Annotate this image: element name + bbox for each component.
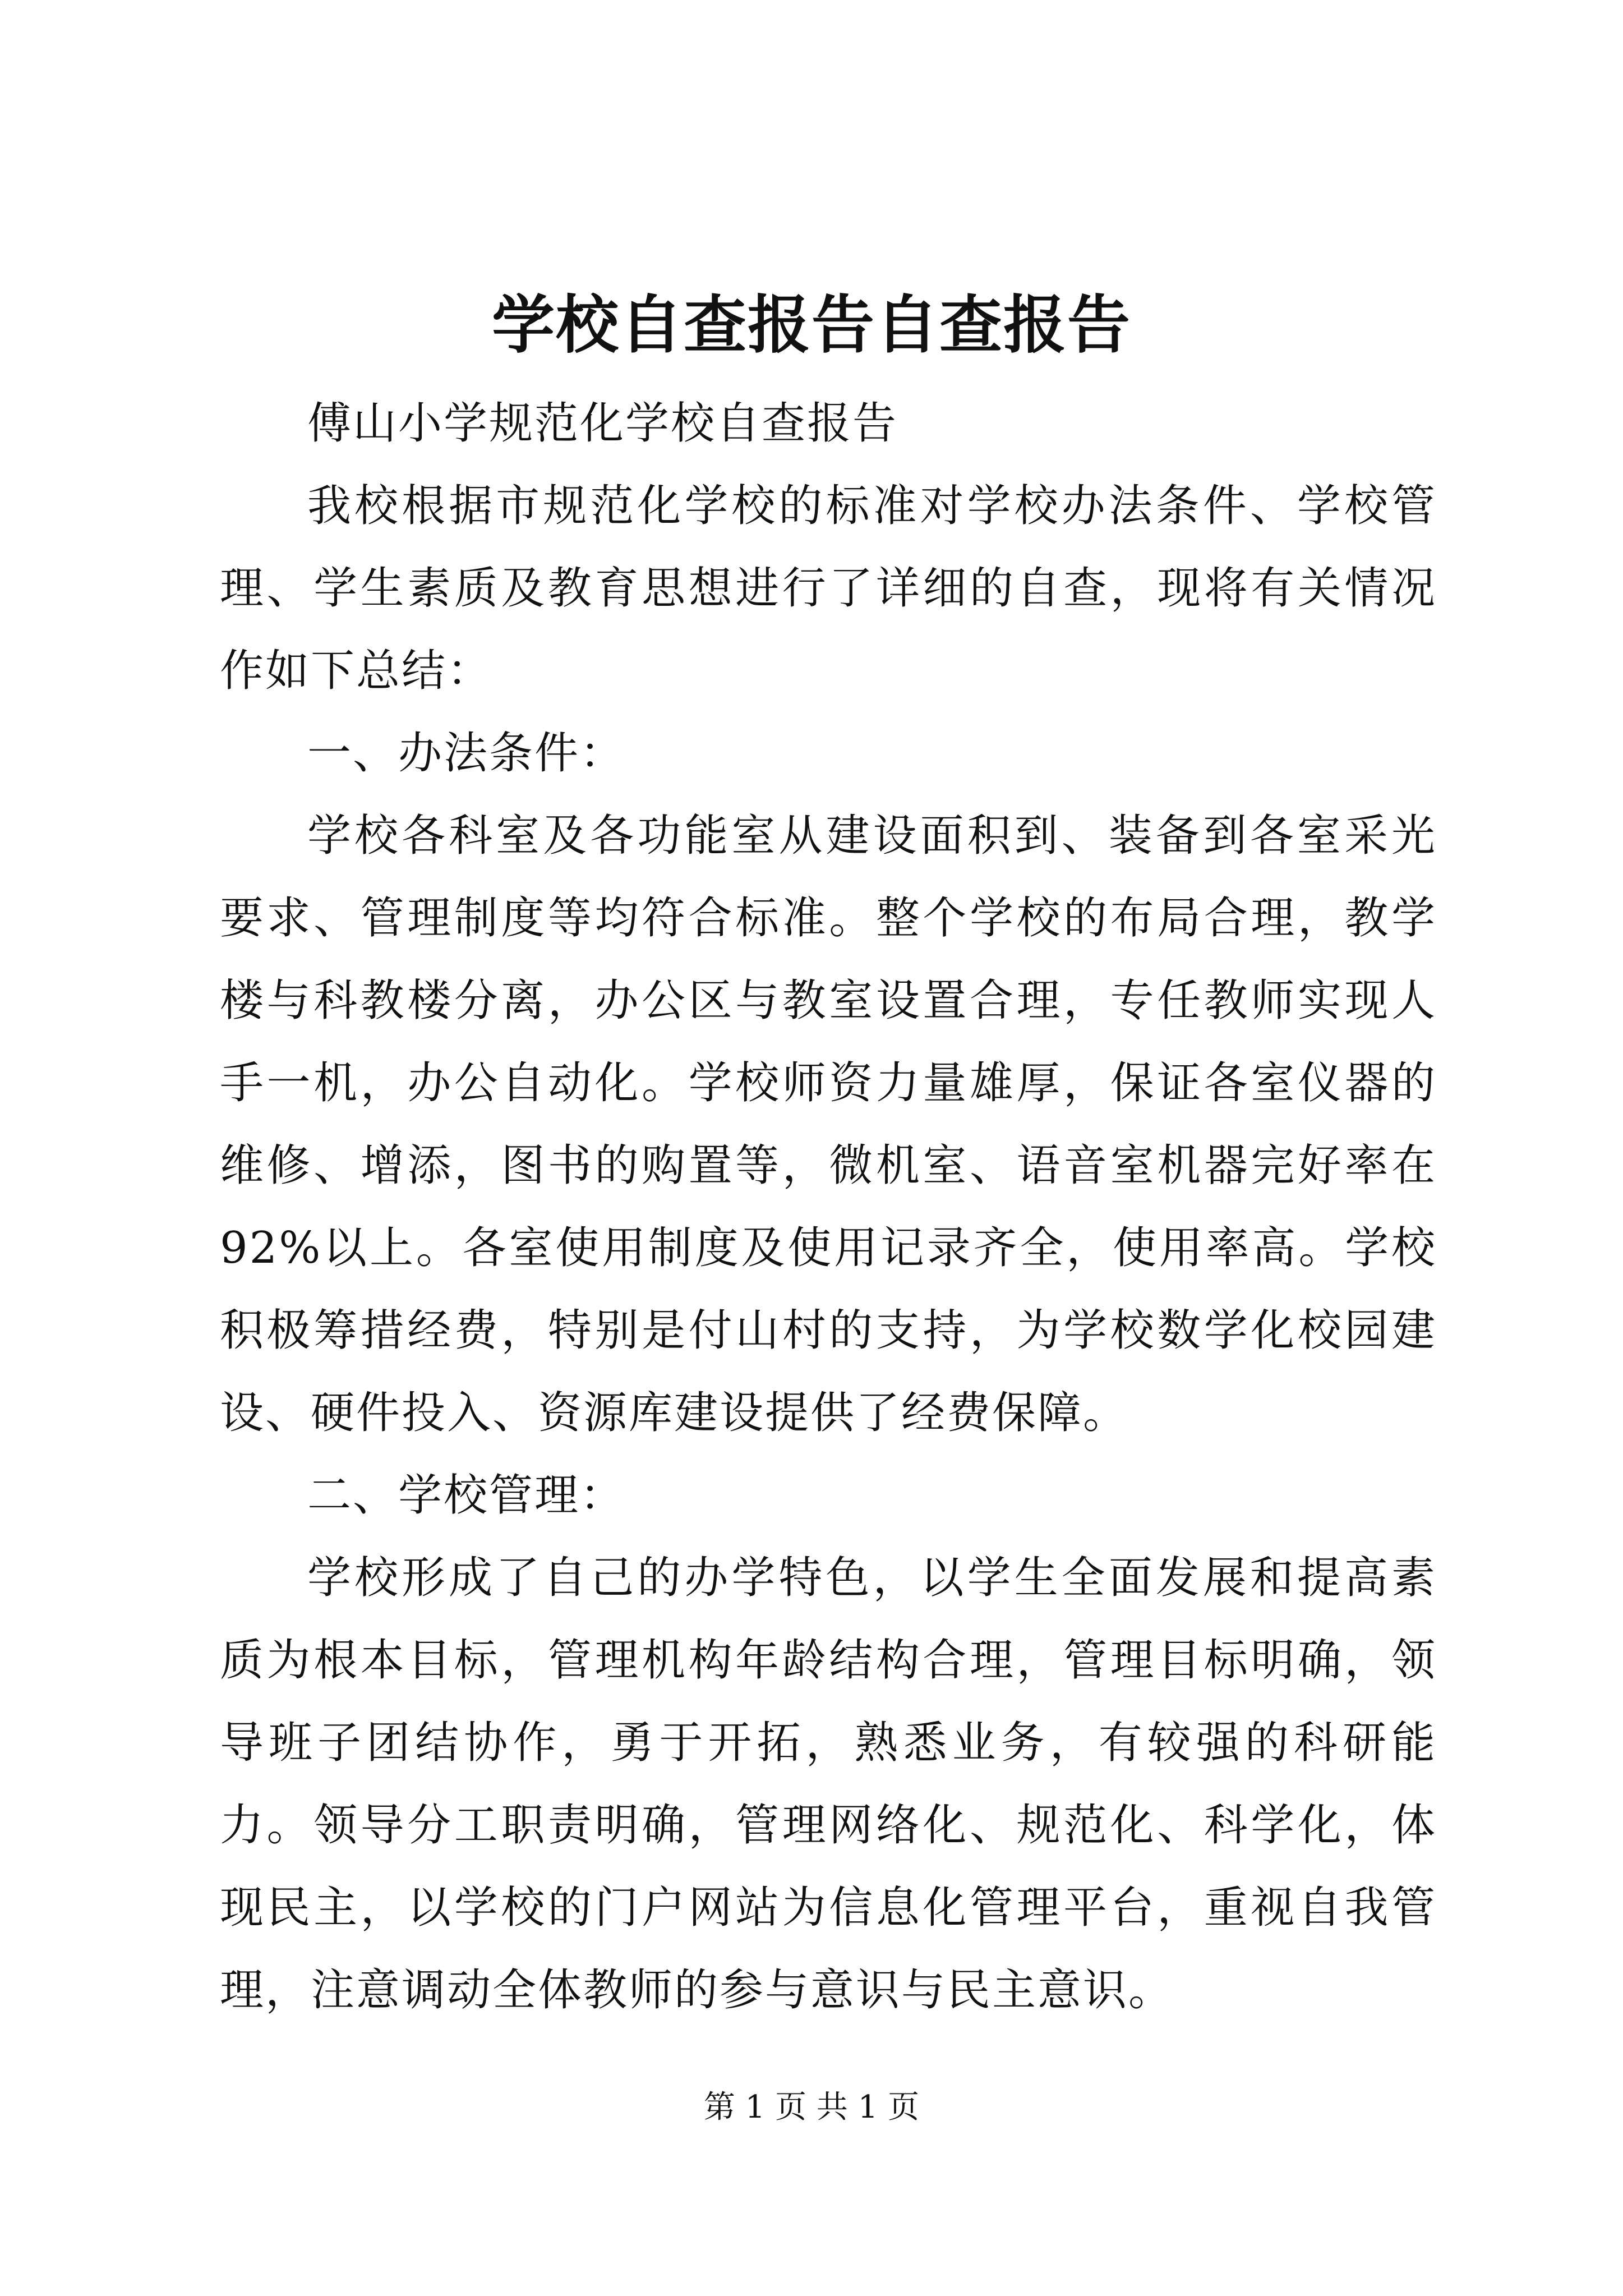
intro-paragraph: 我校根据市规范化学校的标准对学校办法条件、学校管理、学生素质及教育思想进行了详细的自查，现将有关情况作如下总结： [220,481,1437,696]
document-title: 学校自查报告自查报告 [492,288,1131,362]
page-footer: 第 1 页 共 1 页 [703,2089,920,2125]
subtitle-paragraph: 傅山小学规范化学校自查报告 [307,398,898,449]
document-body [220,383,1437,2032]
conditions-paragraph: 学校各科室及各功能室从建设面积到、装备到各室采光要求、管理制度等均符合标准。整个学校的布局合理，教学楼与科教楼分离，办公区与教室设置合理，专任教师实现人手一机，办公自动化。学校师资力量雄厚，保证各室仪器的维修、增添，图书的购置等，微机室、语音室机器完好率在92%以上。各室使用制度及使用记录齐全，使用率高。学校积极筹措经费，特别是付山村的支持，为学校数学化校园建设、硬件投入、资源库建设提供了经费保障。 [220,811,1437,1438]
section-heading-management: 二、学校管理： [307,1470,626,1521]
section-heading-conditions: 一、办法条件： [307,728,626,779]
management-paragraph: 学校形成了自己的办学特色，以学生全面发展和提高素质为根本目标，管理机构年龄结构合理，管理目标明确，领导班子团结协作，勇于开拓，熟悉业务，有较强的科研能力。领导分工职责明确，管理网络化、规范化、科学化，体现民主，以学校的门户网站为信息化管理平台，重视自我管理，注意调动全体教师的参与意识与民主意识。 [220,1553,1437,2016]
